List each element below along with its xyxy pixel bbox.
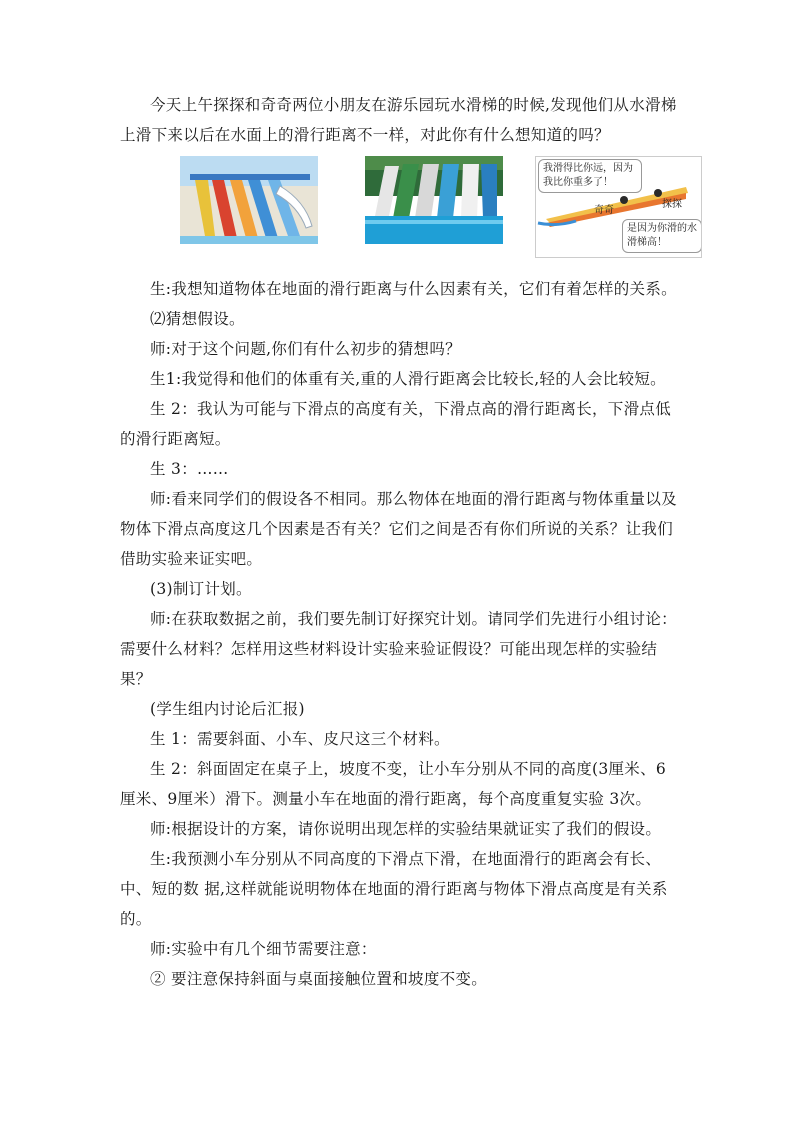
section-heading-plan: (3)制订计划。 — [150, 580, 252, 598]
speech-bubble-top: 我滑得比你远，因为我比你重多了！ — [538, 159, 642, 193]
paragraph-teacher-result: 师:根据设计的方案，请你说明出现怎样的实验结果就证实了我们的假设。 — [150, 820, 662, 838]
water-slide-photo-1 — [180, 156, 318, 244]
paragraph-note-2: ② 要注意保持斜面与桌面接触位置和坡度不变。 — [150, 970, 488, 988]
paragraph-prediction: 生:我预测小车分别从不同高度的下滑点下滑，在地面滑行的距离会有长、中、短的数 据,这样就能说明物体在地面的滑行距离与物体下滑点高度是有关系的。 — [120, 850, 668, 928]
speech-bubble-bottom: 是因为你滑的水滑梯高！ — [622, 219, 702, 253]
paragraph-teacher-prompt: 师:对于这个问题,你们有什么初步的猜想吗？ — [150, 340, 461, 358]
paragraph-teacher-notes: 师:实验中有几个细节需要注意： — [150, 940, 377, 958]
paragraph-method: 生 2：斜面固定在桌子上，坡度不变，让小车分别从不同的高度(3厘米、6厘米、9厘米）滑下。测量小车在地面的滑行距离，每个高度重复实验 3次。 — [120, 760, 667, 808]
paragraph-materials: 生 1：需要斜面、小车、皮尺这三个材料。 — [150, 730, 450, 748]
illustration-row — [120, 156, 697, 266]
paragraph-teacher-summary: 师:看来同学们的假设各不相同。那么物体在地面的滑行距离与物体重量以及物体下滑点高度这几个因素是否有关？它们之间是否有你们所说的关系？让我们借助实验来证实吧。 — [120, 490, 677, 568]
section-heading-hypothesis: ⑵猜想假设。 — [150, 310, 245, 328]
paragraph-intro: 今天上午探探和奇奇两位小朋友在游乐园玩水滑梯的时候,发现他们从水滑梯上滑下来以后在水面上的滑行距离不一样，对此你有什么想知道的吗？ — [120, 96, 677, 144]
water-slide-photo-2 — [365, 156, 503, 244]
label-tantan: 探探 — [662, 199, 682, 210]
paragraph-student-2: 生 2：我认为可能与下滑点的高度有关，下滑点高的滑行距离长，下滑点低的滑行距离短。 — [120, 400, 671, 448]
paragraph-group-report: (学生组内讨论后汇报) — [150, 700, 305, 718]
paragraph-student-3: 生 3：…… — [150, 460, 229, 478]
paragraph-student-1: 生1:我觉得和他们的体重有关,重的人滑行距离会比较长,轻的人会比较短。 — [150, 370, 666, 388]
document-body — [120, 90, 697, 994]
paragraph-teacher-plan: 师:在获取数据之前，我们要先制订好探究计划。请同学们先进行小组讨论：需要什么材料？怎样用这些材料设计实验来验证假设？可能出现怎样的实验结果？ — [120, 610, 677, 688]
label-qiqi: 奇奇 — [594, 205, 614, 216]
paragraph-student-question: 生:我想知道物体在地面的滑行距离与什么因素有关，它们有着怎样的关系。 — [150, 280, 677, 298]
cartoon-illustration — [535, 156, 702, 258]
